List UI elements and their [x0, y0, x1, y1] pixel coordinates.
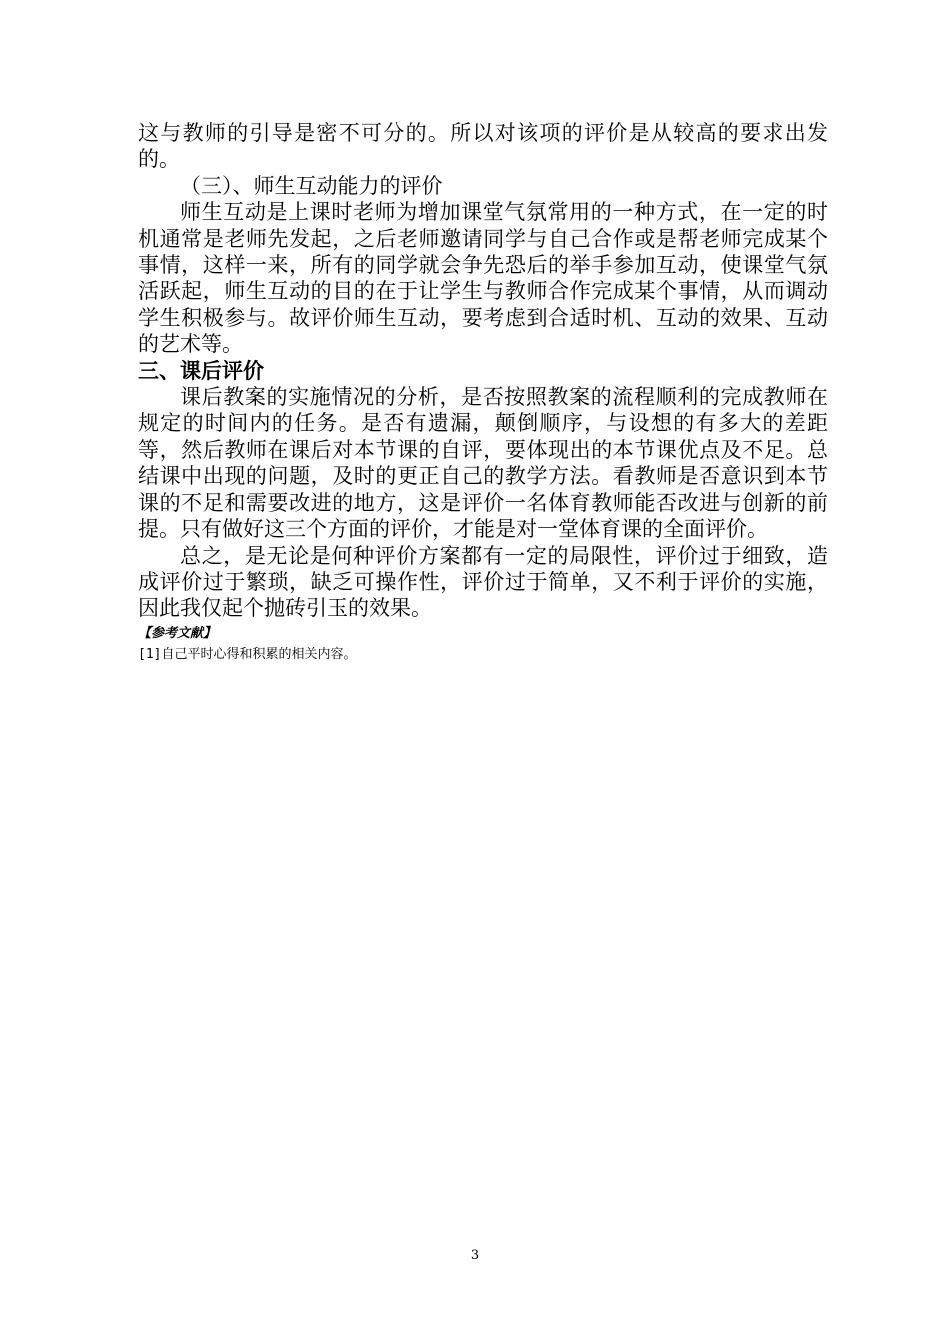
references-title: 【参考文献】 [138, 626, 217, 641]
references-section [138, 625, 828, 667]
section-title: 三、课后评价 [138, 358, 264, 383]
continuation-paragraph: 这与教师的引导是密不可分的。所以对该项的评价是从较高的要求出发的。 [138, 121, 828, 172]
reference-item: [1]自己平时心得和积累的相关内容。 [138, 647, 357, 662]
interaction-paragraph: 师生互动是上课时老师为增加课堂气氛常用的一种方式，在一定的时机通常是老师先发起，之后老师邀请同学与自己合作或是帮老师完成某个事情，这样一来，所有的同学就会争先恐后的举手参加互动，使课堂气氛活跃起，师生互动的目的在于让学生与教师合作完成某个事情，从而调动学生积极参与。故评价师生互动，要考虑到合适时机、互动的效果、互动的艺术等。 [138, 200, 828, 357]
conclusion-paragraph: 总之，是无论是何种评价方案都有一定的局限性，评价过于细致，造成评价过于繁琐，缺乏可操作性，评价过于简单，又不利于评价的实施，因此我仅起个抛砖引玉的效果。 [138, 543, 828, 621]
document-body [138, 120, 828, 622]
subsection-title: （三）、师生互动能力的评价 [180, 173, 443, 198]
after-class-paragraph: 课后教案的实施情况的分析，是否按照教案的流程顺利的完成教师在规定的时间内的任务。是否有遗漏，颠倒顺序，与设想的有多大的差距等，然后教师在课后对本节课的自评，要体现出的本节课优点及不足。总结课中出现的问题，及时的更正自己的教学方法。看教师是否意识到本节课的不足和需要改进的地方，这是评价一名体育教师能否改进与创新的前提。只有做好这三个方面的评价，才能是对一堂体育课的全面评价。 [138, 385, 828, 542]
page-number: 3 [470, 1248, 480, 1263]
